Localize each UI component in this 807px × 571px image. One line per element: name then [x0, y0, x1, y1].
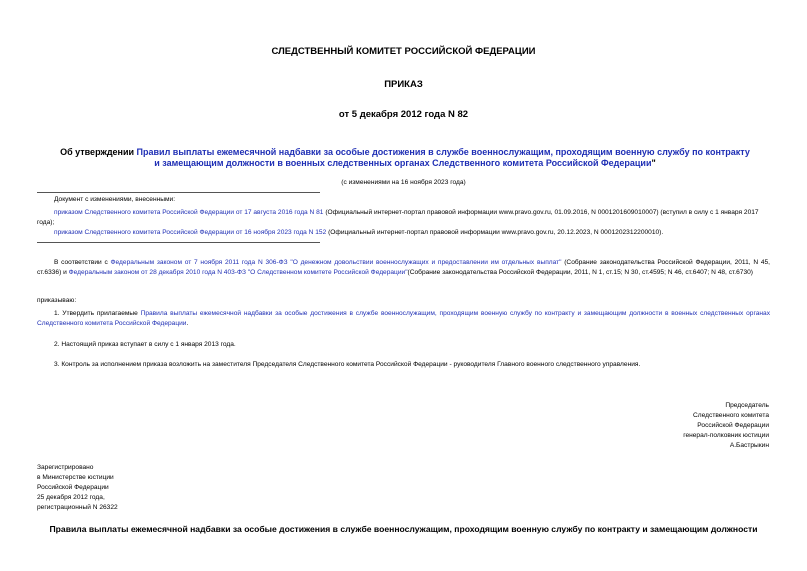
divider-bottom	[37, 242, 320, 243]
order-item-1	[37, 309, 770, 329]
signature-line-3: Российской Федерации	[697, 422, 769, 429]
change-item-1	[37, 208, 770, 228]
divider-top	[37, 192, 320, 193]
preamble-text-3: (Собрание законодательства Российской Федерации, 2011, N 1, ст.15; N 30, ст.4595; N 46, ст.6407; N 48, ст.6730)	[407, 269, 753, 276]
order-item-3: 3. Контроль за исполнением приказа возложить на заместителя Председателя Следственного комитета Российской Федерации - руководителя Главного военного следственного управления.	[54, 361, 641, 368]
changes-intro: Документ с изменениями, внесенными:	[54, 196, 176, 203]
order-item-1-text: 1. Утвердить прилагаемые	[54, 310, 141, 317]
order-item-1-end: .	[186, 320, 189, 327]
registration-line-5: регистрационный N 26322	[37, 504, 118, 511]
org-heading: СЛЕДСТВЕННЫЙ КОМИТЕТ РОССИЙСКОЙ ФЕДЕРАЦИИ	[271, 46, 536, 57]
preamble-link-306fz[interactable]: Федеральным законом от 7 ноября 2011 года N 306-ФЗ "О денежном довольствии военнослужащих и предоставлении им отдельных выплат"	[110, 259, 562, 266]
order-word: приказываю:	[37, 297, 77, 304]
signature-line-2: Следственного комитета	[693, 412, 769, 419]
doc-date-number: от 5 декабря 2012 года N 82	[338, 109, 469, 120]
registration-line-3: Российской Федерации	[37, 484, 109, 491]
rules-title: Правила выплаты ежемесячной надбавки за особые достижения в службе военнослужащим, проходящим военную службу по контракту и замещающим должности	[49, 524, 758, 534]
change-item-1-link[interactable]: приказом Следственного комитета Российской Федерации от 17 августа 2016 года N 81	[54, 209, 324, 216]
change-item-1-text: (Официальный интернет-портал правовой информации www.pravo.gov.ru, 01.09.2016, N 0001201609010007) (вступил в силу с 1 января 2017 года);	[37, 209, 759, 226]
order-item-2: 2. Настоящий приказ вступает в силу с 1 января 2013 года.	[54, 341, 236, 348]
doc-type-heading: ПРИКАЗ	[384, 79, 423, 90]
signature-block	[683, 401, 769, 451]
signature-line-4: генерал-полковник юстиции	[683, 432, 769, 439]
change-item-2	[37, 228, 770, 238]
registration-line-4: 25 декабря 2012 года,	[37, 494, 105, 501]
title-suffix: "	[651, 158, 656, 168]
signature-line-1: Председатель	[725, 402, 769, 409]
revision-note: (с изменениями на 16 ноября 2023 года)	[341, 179, 466, 186]
signature-line-5: А.Бастрыкин	[729, 442, 769, 449]
change-item-2-link[interactable]: приказом Следственного комитета Российской Федерации от 16 ноября 2023 года N 152	[54, 229, 327, 236]
title-link[interactable]: Правил выплаты ежемесячной надбавки за особые достижения в службе военнослужащим, проходящим военную службу по контракту и замещающим должности в военных следственных органах Следственного комитета Российской Федерации	[136, 147, 750, 168]
preamble-paragraph	[37, 258, 770, 278]
registration-line-1: Зарегистрировано	[37, 464, 94, 471]
registration-line-2: в Министерстве юстиции	[37, 474, 114, 481]
preamble-link-403fz[interactable]: Федеральным законом от 28 декабря 2010 года N 403-ФЗ "О Следственном комитете Российской Федерации"	[68, 269, 408, 276]
preamble-text-1: В соответствии с	[54, 259, 111, 266]
change-item-2-text: (Официальный интернет-портал правовой информации www.pravo.gov.ru, 20.12.2023, N 0001202312200010).	[326, 229, 664, 236]
preamble-text-2: (Собрание законодательства Российской Федерации, 2011, N 45, ст.6336) и	[37, 259, 770, 276]
title-prefix: Об утверждении	[60, 147, 137, 157]
document-title	[60, 147, 750, 169]
registration-block	[37, 463, 118, 513]
order-item-1-link[interactable]: Правила выплаты ежемесячной надбавки за особые достижения в службе военнослужащим, проходящим военную службу по контракту и замещающим должности в военных следственных органах Следственного комитета Российской Федерации	[37, 310, 770, 327]
